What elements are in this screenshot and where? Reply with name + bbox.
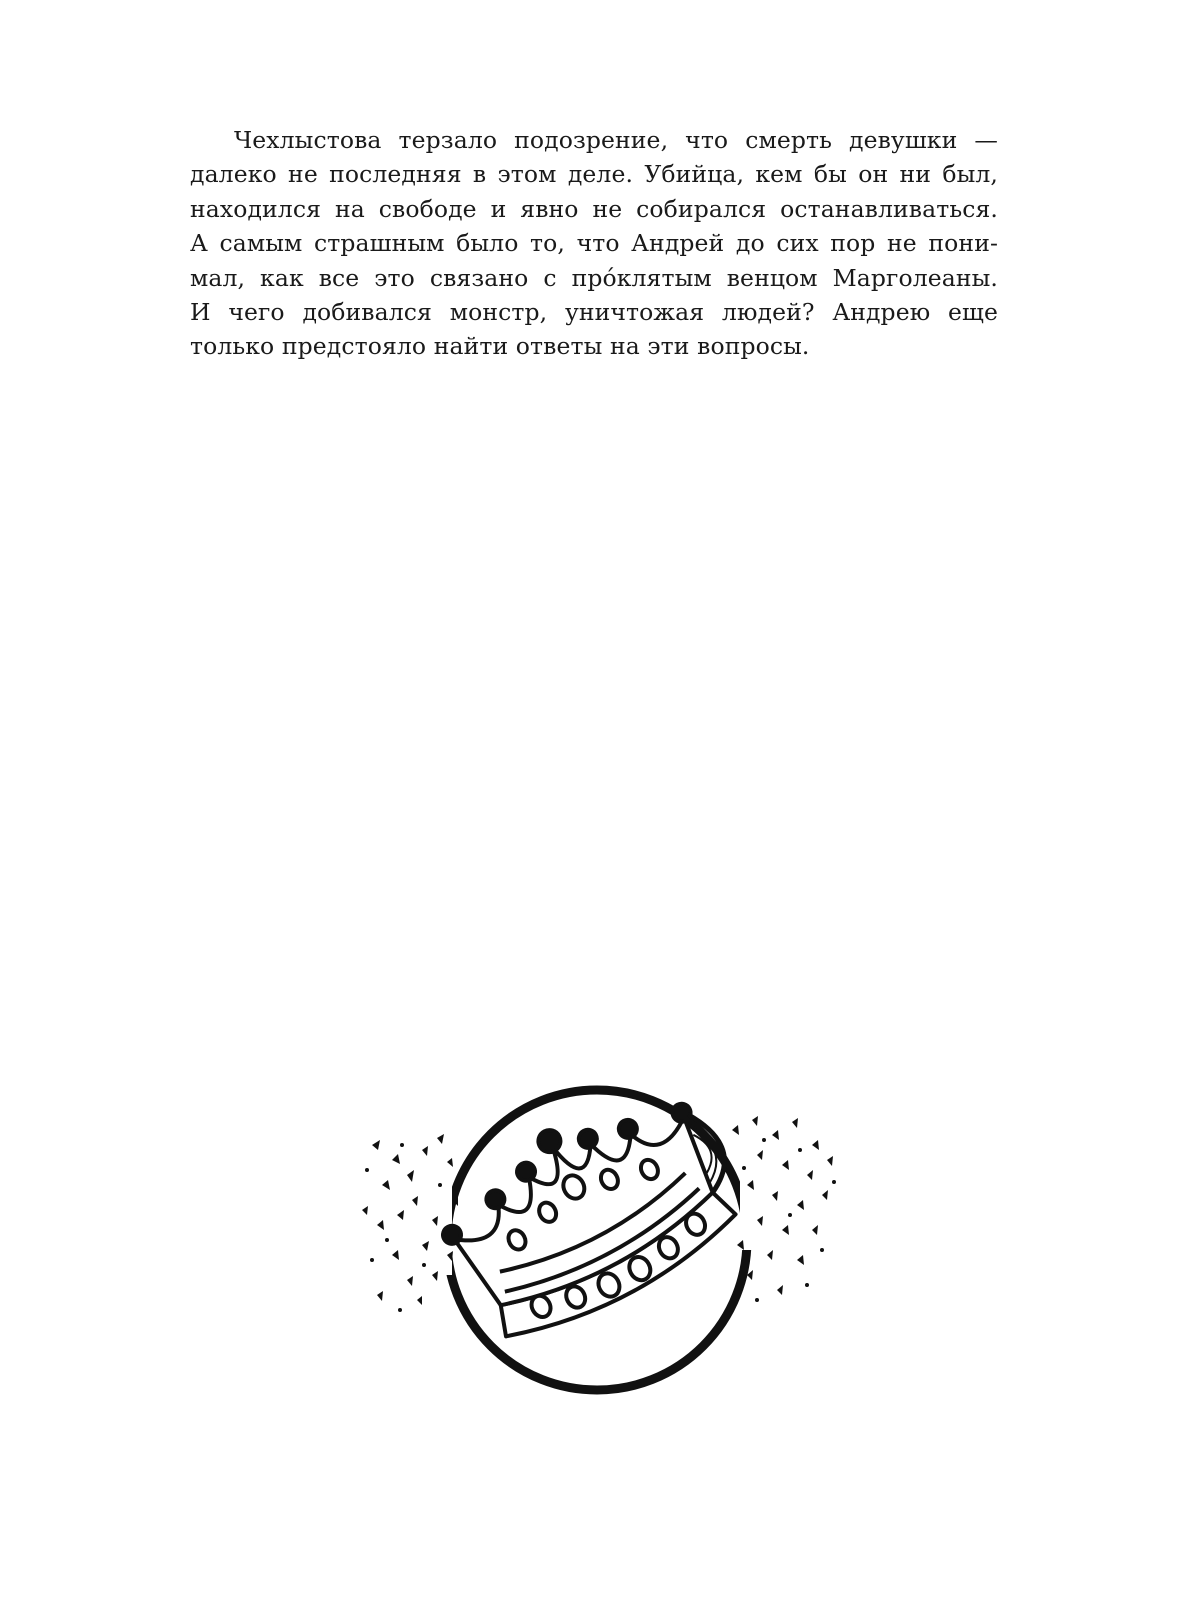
crown [422,1061,763,1358]
crown-in-circle-icon [352,1050,852,1410]
paragraph-line-7: только предстояло найти ответы на эти вопросы. [190,332,810,361]
paragraph-line-1: Чехлыстова терзало подозрение, что смерть девушки — [234,126,998,154]
paragraph-line-2: далеко не последняя в этом деле. Убийца, кем бы он ни был, [190,160,998,189]
paragraph-line-5: мал, как все это связано с про́клятым венцом Марголеаны. [190,263,998,292]
ring-gap-right [740,1130,760,1250]
paragraph-line-6: И чего добивался монстр, уничтожая людей? Андрею еще [190,298,998,327]
paragraph-line-4: А самым страшным было то, что Андрей до сих пор не пони- [190,229,998,258]
paragraph [190,123,998,364]
paragraph-line-3: находился на свободе и явно не собирался останавливаться. [190,194,998,223]
